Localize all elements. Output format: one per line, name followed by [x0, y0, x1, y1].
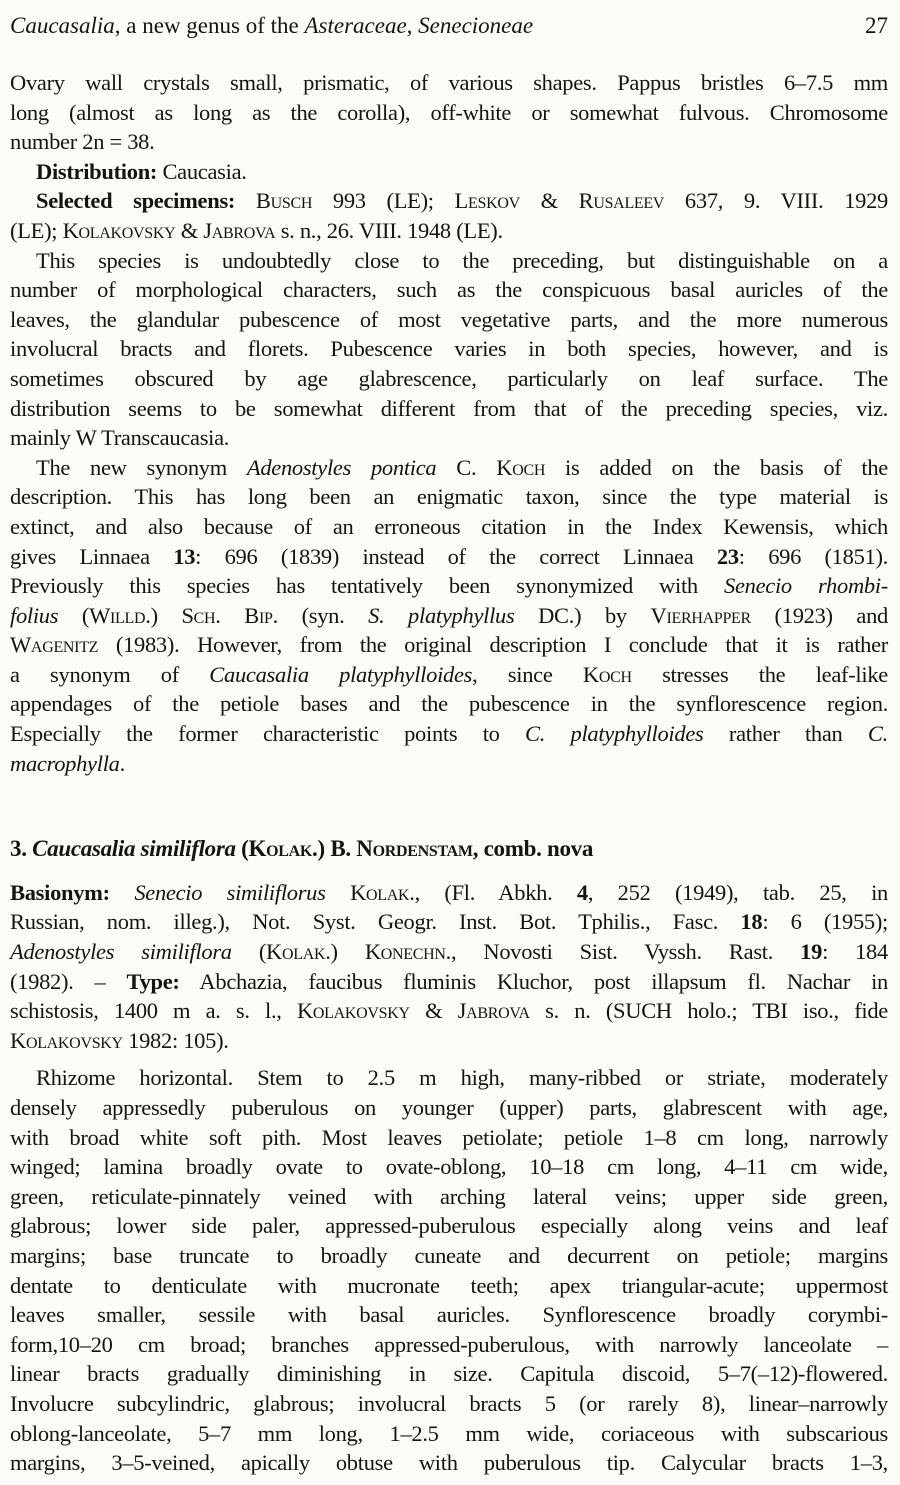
text-run: Caucasalia [10, 13, 115, 38]
para-new-synonym [10, 453, 888, 779]
text-run: Selected specimens: [36, 188, 236, 214]
text-run: form,10–20 cm broad; branches appressed-puberulous, with narrowly lanceolate – [10, 1331, 888, 1357]
text-run: Previously this species has tentatively been synonymized with [10, 573, 724, 599]
text-run: . [119, 750, 125, 776]
text-line [10, 878, 888, 908]
text-line [10, 937, 888, 967]
text-run: 993 (LE); [312, 188, 455, 214]
text-run: green, reticulate-pinnately veined with arching lateral veins; upper side green, [10, 1183, 888, 1209]
text-line [10, 305, 888, 335]
text-run: , comb. nova [472, 836, 594, 862]
text-run: Caucasalia similiflora [32, 836, 236, 862]
text-line [10, 1359, 888, 1389]
text-line [10, 1389, 888, 1419]
text-line [10, 394, 888, 424]
text-run: Senecio rhombi- [724, 573, 888, 599]
text-run: involucral bracts and florets. Pubescence varies in both species, however, and is [10, 336, 888, 362]
text-line [10, 127, 888, 157]
text-run: Nordenstam [356, 836, 473, 862]
text-run: Type: [126, 968, 180, 994]
text-run: margins, 3–5-veined, apically obtuse with puberulous tip. Calycular bracts 1–3, [10, 1450, 888, 1476]
text-run: & [519, 188, 579, 214]
text-run: Koch [496, 454, 546, 480]
text-run: folius [10, 602, 59, 628]
text-run: Leskov [454, 188, 520, 214]
text-run: leaves, the glandular pubescence of most vegetative parts, and the more numerous [10, 306, 888, 332]
text-run: S. platyphyllus [368, 602, 515, 628]
text-line [10, 1300, 888, 1330]
text-run [235, 188, 256, 213]
text-run: Adenostyles pontica [246, 454, 437, 480]
text-run: ( [231, 939, 267, 965]
text-run: mainly W Transcaucasia. [10, 425, 230, 451]
text-run: Ovary wall crystals small, prismatic, of various shapes. Pappus bristles 6–7.5 mm [10, 70, 888, 95]
text-run: (1983). However, from the original description I conclude that it is rather [98, 632, 888, 658]
text-run: Jabrova [457, 998, 530, 1024]
text-run: 3. [10, 836, 33, 862]
text-run: , a new genus of the [114, 13, 305, 38]
text-line [10, 1241, 888, 1271]
text-run: Vierhapper [650, 602, 751, 628]
text-line [10, 216, 888, 246]
text-run: This species is undoubtedly close to the preceding, but distinguishable on a [36, 247, 888, 273]
text-run: is added on the basis of the [545, 454, 888, 480]
text-run: sometimes obscured by age glabrescence, particularly on leaf surface. The [10, 365, 888, 391]
para-distribution [10, 157, 888, 187]
text-line [10, 423, 888, 453]
text-run: Jabrova [203, 217, 276, 243]
text-line [10, 907, 888, 937]
text-run: margins; base truncate to broadly cuneate and decurrent on petiole; margins [10, 1242, 888, 1268]
text-run: Kolak. [248, 836, 318, 862]
text-run: distribution seems to be somewhat different from that of the preceding species, viz. [10, 395, 888, 421]
text-run: macrophylla [10, 750, 120, 776]
text-line [10, 1093, 888, 1123]
para-selected-specimens [10, 186, 888, 245]
text-run: a synonym of [10, 661, 210, 687]
text-run: & [409, 998, 458, 1024]
text-run: extinct, and also because of an erroneous citation in the Index Kewensis, which [10, 513, 888, 539]
text-line [10, 1152, 888, 1182]
text-line [10, 1026, 888, 1056]
text-line [10, 98, 888, 128]
text-run: Willd. [89, 602, 151, 628]
text-line [10, 246, 888, 276]
text-run: winged; lamina broadly ovate to ovate-oblong, 10–18 cm long, 4–11 cm wide, [10, 1154, 888, 1180]
text-run: number 2n = 38. [10, 129, 155, 155]
para-ovary-wall [10, 68, 888, 157]
text-run: Involucre subcylindric, glabrous; involucral bracts 5 (or rarely 8), linear–narrowly [10, 1390, 888, 1416]
text-line [10, 749, 888, 779]
text-run [110, 880, 134, 905]
text-run: Kolak. [350, 879, 415, 905]
text-line [10, 157, 888, 187]
page-number: 27 [865, 13, 888, 38]
text-line [10, 186, 888, 216]
text-run: The new synonym [36, 454, 247, 480]
text-line [10, 1211, 888, 1241]
text-run: , 252 (1949), tab. 25, in [587, 879, 888, 905]
text-run: Russian, nom. illeg.), Not. Syst. Geogr. Inst. Bot. Tphilis., Fasc. [10, 909, 741, 935]
text-run: C. platyphylloides [525, 721, 704, 747]
text-run: DC.) by [514, 602, 651, 628]
text-run: s. n., 26. VIII. 1948 (LE). [275, 217, 503, 243]
text-run: Rhizome horizontal. Stem to 2.5 m high, many-ribbed or striate, moderately [36, 1065, 888, 1091]
para-this-species [10, 246, 888, 453]
text-run: : 696 (1851). [738, 543, 889, 569]
text-line [10, 1330, 888, 1360]
text-line [10, 719, 888, 749]
text-run: Caucasia. [157, 158, 247, 184]
text-run: stresses the leaf-like [631, 661, 888, 687]
text-line [10, 1123, 888, 1153]
text-line [10, 1182, 888, 1212]
text-line [10, 275, 888, 305]
text-run: Kolakovsky [10, 1027, 123, 1053]
text-line [10, 660, 888, 690]
text-run: Busch [255, 188, 313, 214]
text-line [10, 512, 888, 542]
species-heading [10, 834, 888, 864]
text-line [10, 1271, 888, 1301]
page-content [10, 68, 888, 1478]
text-run: (syn. [277, 602, 369, 628]
text-run: , Novosti Sist. Vyssh. Rast. [450, 939, 801, 965]
text-run: (1923) and [750, 602, 888, 628]
text-line [10, 482, 888, 512]
text-line [10, 601, 888, 631]
text-run [326, 880, 350, 905]
text-run: : 6 (1955); [762, 909, 888, 935]
text-run: schistosis, 1400 m a. s. l., [10, 998, 297, 1024]
text-run: Kolakovsky [62, 217, 176, 243]
text-line [10, 571, 888, 601]
text-run: ) B. [317, 836, 357, 862]
text-run: Koch [582, 661, 632, 687]
text-line [10, 1063, 888, 1093]
text-run: Konechn. [364, 939, 451, 965]
text-line [10, 1419, 888, 1449]
running-header [0, 0, 900, 40]
text-run: ) [330, 939, 365, 965]
text-run: long (almost as long as the corolla), off-white or somewhat fulvous. Chromosome [10, 99, 888, 125]
header-title [10, 12, 533, 40]
text-run: 13 [173, 543, 196, 569]
text-run: leaves smaller, sessile with basal auricles. Synflorescence broadly corymbi- [10, 1302, 888, 1328]
text-run: Adenostyles similiflora [10, 939, 232, 965]
text-line [10, 1448, 888, 1478]
text-run: (1982). – [10, 968, 127, 994]
text-run: Rusaleev [578, 188, 665, 214]
text-run: Basionym: [10, 879, 110, 905]
text-run: 23 [716, 543, 739, 569]
text-line [10, 834, 888, 864]
text-run: 18 [740, 909, 763, 935]
text-run: (LE); [10, 217, 63, 243]
text-run: : 184 [822, 939, 888, 965]
text-run: densely appressedly puberulous on younger (upper) parts, glabrescent with age, [10, 1095, 888, 1120]
text-run: with broad white soft pith. Most leaves petiolate; petiole 1–8 cm long, narrowly [10, 1124, 888, 1150]
text-run: C. [867, 721, 888, 747]
text-run: ) [150, 602, 182, 628]
text-run: 1982: 105). [122, 1027, 229, 1053]
text-run: 19 [800, 939, 823, 965]
text-run: appendages of the petiole bases and the pubescence in the synflorescence region. [10, 691, 888, 717]
text-run: Wagenitz [10, 632, 99, 658]
text-run: Caucasalia platyphylloides [209, 661, 473, 687]
text-run: gives Linnaea [10, 543, 174, 569]
text-run: , since [472, 661, 583, 687]
text-line [10, 453, 888, 483]
text-line [10, 630, 888, 660]
text-run: Kolakovsky [296, 998, 410, 1024]
text-run: ( [58, 602, 90, 628]
text-run: Kolak. [266, 939, 331, 965]
text-run: oblong-lanceolate, 5–7 mm long, 1–2.5 mm wide, coriaceous with subscarious [10, 1420, 888, 1446]
text-run: dentate to denticulate with mucronate teeth; apex triangular-acute; uppermost [10, 1272, 888, 1298]
para-basionym [10, 878, 888, 1056]
text-line [10, 689, 888, 719]
text-run: Abchazia, faucibus fluminis Kluchor, post illapsum fl. Nachar in [179, 968, 888, 994]
text-run: Sch. Bip. [181, 602, 278, 628]
text-run: Distribution: [36, 158, 158, 184]
text-run: 637, 9. VIII. 1929 [664, 188, 888, 214]
text-run: glabrous; lower side paler, appressed-puberulous especially along veins and leaf [10, 1213, 888, 1239]
text-run: s. n. (SUCH holo.; TBI iso., fide [529, 998, 888, 1024]
text-line [10, 542, 888, 572]
text-run: Asteraceae, Senecioneae [304, 13, 534, 38]
text-run: ( [235, 836, 249, 862]
text-run: description. This has long been an enigmatic taxon, since the type material is [10, 484, 888, 510]
text-run: Senecio similiflorus [134, 879, 326, 905]
text-run: & [175, 217, 204, 243]
text-run: , (Fl. Abkh. [414, 879, 577, 905]
text-line [10, 996, 888, 1026]
text-run: C. [436, 454, 497, 480]
text-line [10, 334, 888, 364]
text-line [10, 364, 888, 394]
text-run: number of morphological characters, such as the conspicuous basal auricles of the [10, 277, 888, 303]
text-run: rather than [703, 721, 868, 747]
text-run: linear bracts gradually diminishing in size. Capitula discoid, 5–7(–12)-flowered. [10, 1361, 888, 1387]
text-run: : 696 (1839) instead of the correct Linnaea [195, 543, 717, 569]
para-description [10, 1063, 888, 1477]
text-run: 4 [576, 879, 588, 905]
text-line [10, 967, 888, 997]
text-line [10, 68, 888, 98]
text-run: Especially the former characteristic points to [10, 721, 526, 747]
